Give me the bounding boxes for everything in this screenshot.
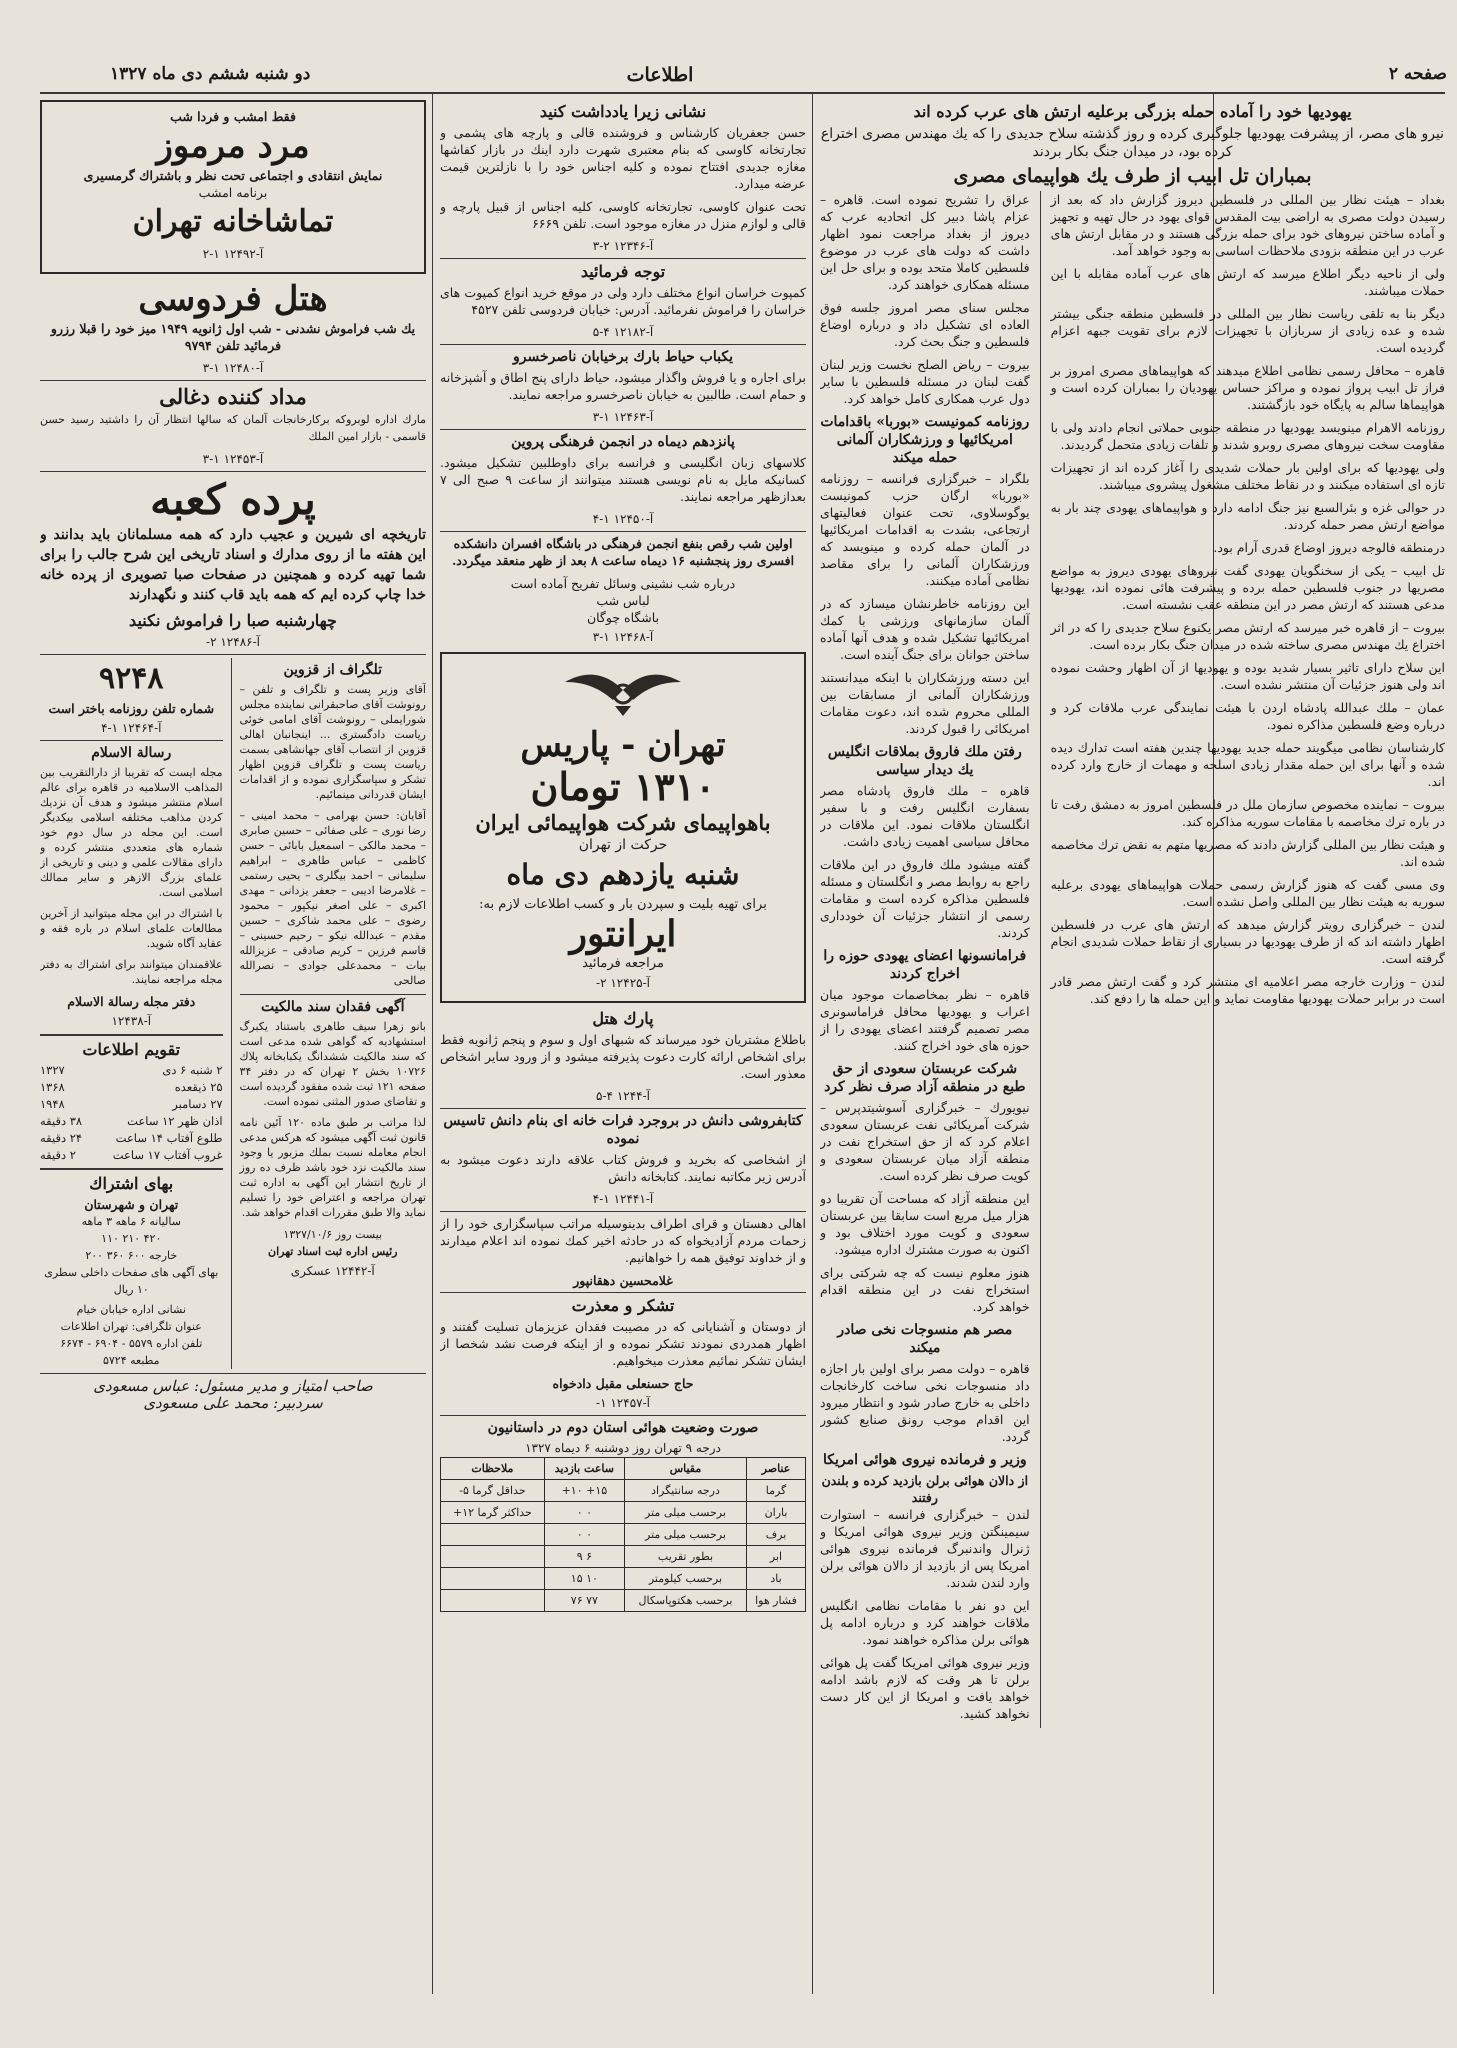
weather-cell: گرما xyxy=(747,1480,806,1502)
paragraph: لندن – خبرگزاری فرانسه – استوارت سیمینگتن وزیر نیروی هوائی امریکا و ژنرال واندنبرگ فرمانده نیروی هوائی امریکا پس از بازدید از دالان هوائی برلن وارد لندن شدند. xyxy=(820,1507,1030,1590)
paragraph: مجلس سنای مصر امروز جلسه فوق العاده ای تشکیل داد و درباره اوضاع فلسطین و جنگ بحث کرد. xyxy=(820,300,1030,349)
right-news-column xyxy=(820,100,1445,1995)
article-main xyxy=(1051,191,1445,1728)
paragraph: بغداد – هیئت نظار بین المللی در فلسطین دیروز گزارش داد که بعد از رسیدن دولت مصری به اراضی بیت المقدس قوای یهود در حال تهیه و تجهیز و آماده ساختن نیروهای خود برای حمله بزرگی هستند و در مقابل ارتش های عرب در این منطقه بزودی ملاحظات اساسی به وجود خواهد آمد. xyxy=(1050,192,1445,258)
weather-cell: ۰ ۰ xyxy=(544,1524,624,1546)
ad-title: توجه فرمائید xyxy=(580,262,666,281)
headline: روزنامه کمونیست «بوربا» باقدامات امریکائیها و ورزشکاران آلمانی حمله میکند xyxy=(820,414,1030,466)
ads-column xyxy=(440,100,806,1995)
weather-header-cell: عناصر xyxy=(747,1458,806,1480)
weather-title: صورت وضعیت هوائی استان دوم در داستانیون xyxy=(487,1420,759,1436)
airline-ad xyxy=(440,652,806,1003)
ad-text: حسن جعفریان کارشناس و فروشنده قالی و پارچه های پشمی و تجارتخانه کاوسی که بنام معتبری شهرت دارد اینك در بازار کفاشها مغازه جدیدی افتتاح نموده و کلیه اجناس خود را با نازلترین قیمت عرضه میدارد. xyxy=(440,125,806,191)
paragraph: بلگراد – خبرگزاری فرانسه – روزنامه «بوربا» ارگان حزب کمونیست یوگوسلاوی، تحت عنوان فعالیتهای ارتجاعی، بشدت به اقدامات امریکائیها در آلمان حمله کرده و مینویسد که ورزشکاران آلمانی را برای مقاصد نظامی آماده میکنند. xyxy=(820,471,1030,588)
paragraph: بیروت – از قاهره خبر میرسد که ارتش مصر یکنوع سلاح جدیدی را که در اثر اختراع یك مهندس مصری ساخته شده در میدان جنگ بکار برده است. xyxy=(1050,620,1445,652)
calendar-cell: ۲ دقیقه xyxy=(40,1148,76,1162)
paragraph: وزیر نیروی هوائی امریکا گفت پل هوائی برلن تا هر وقت که لازم باشد ادامه خواهد یافت و امریکا از این کار دست نخواهد کشید. xyxy=(820,1655,1030,1721)
weather-cell: برحسب هکتوپاسکال xyxy=(624,1590,746,1612)
calendar-cell: طلوع آفتاب ۱۴ ساعت xyxy=(115,1131,223,1145)
weather-subtitle: درجه ۹ تهران روز دوشنبه ۶ دیماه ۱۳۲۷ xyxy=(525,1441,721,1455)
subscription-row: بهای آگهی های صفحات داخلی سطری ۱۰ ریال xyxy=(44,1266,219,1296)
ad-code: آ-۱۲۴۹۲ ۱-۲ xyxy=(202,247,264,261)
paragraph: کارشناسان نظامی میگویند حمله جدید یهودیها چندین هفته است تدارك دیده شده و آنها برای این حمله مقدار زیادی اسلحه و مهمات از خارج وارد کرده اند. xyxy=(1050,740,1445,789)
ad-code: آ-۱۲۴۶۳ ۱-۳ xyxy=(592,410,654,424)
calendar-cell: ۲ شنبه ۶ دی xyxy=(162,1063,223,1077)
weather-cell xyxy=(441,1524,545,1546)
ad-text: اهالی دهستان و قرای اطراف بدینوسیله مراتب سپاسگزاری خود را از زحمات مردم آزادیخواه که در حادثه اخیر کمك نموده اند اعلام میدارند و از خداوند توفیق همه را خواهانیم. xyxy=(440,1216,806,1265)
ad-code: آ-۱۲۴۵۷ ۱- xyxy=(596,1396,650,1410)
calendar-title: تقویم اطلاعات xyxy=(82,1040,181,1059)
headline: یهودیها خود را آماده حمله بزرگی برعلیه ارتش های عرب کرده اند xyxy=(913,102,1352,121)
paragraph: در حوالی غزه و بئرالسبع نیز جنگ ادامه دارد و هواپیماهای یهودی چند بار به مواضع ارتش مصر حمله کردند. xyxy=(1050,500,1445,532)
paragraph: قاهره – محافل رسمی نظامی اطلاع میدهند که هواپیماهای مصری امروز بر فراز تل ابیب پرواز نموده و مراکز حساس یهودیان را بمباران کرده است و هواپیماها سالم به پایگاه خود بازگشتند. xyxy=(1050,363,1445,412)
headline: شرکت عربستان سعودی از حق طبع در منطقه آزاد صرف نظر کرد xyxy=(824,1061,1026,1095)
ad-text: با اشتراك در این مجله میتوانید از آخرین مطالعات علمای اسلام در باره فقه و عقاید آگاه شوید. xyxy=(40,907,223,950)
headline: فرامانسونها اعضای یهودی حوزه را اخراج کردند xyxy=(823,948,1027,982)
ad-text: لذا مراتب بر طبق ماده ۱۲۰ آئین نامه قانون ثبت آگهی میشود که هرکس مدعی انجام معامله نسبت بملك مزبور یا وجود سند مالکیت نزد خود باشد ظرف ده روز از تاریخ انتشار این آگهی به اداره ثبت تهران مراجعه و اعتراض خود را تسلیم نماید والا طبق مقررات اقدام خواهد شد. xyxy=(239,1116,426,1219)
weather-cell: درجه سانتیگراد xyxy=(624,1480,746,1502)
weather-cell xyxy=(441,1568,545,1590)
weather-cell: ۱۵+ ۱۰+ xyxy=(544,1480,624,1502)
ad-code: آ-۱۲۳۴۶ ۲-۳ xyxy=(592,239,654,253)
phones: مطبعه ۵۷۲۴ xyxy=(102,1354,160,1367)
ad-title: پارك هتل xyxy=(592,1009,654,1028)
paragraph: و هیئت نظار بین المللی گزارش دادند که مصریها متهم به نقض ترك مخاصمه شده اند. xyxy=(1050,837,1445,869)
weather-row xyxy=(441,1502,806,1524)
weather-cell: باران xyxy=(747,1502,806,1524)
ad-code: آ-۱۲۴۶۸ ۱-۳ xyxy=(592,630,654,644)
ad-code: آ-۱۲۴۴۱ ۱-۴ xyxy=(592,1192,654,1206)
paragraph: تل ابیب – یکی از سخنگویان یهودی گفت نیروهای یهودی دیروز به مواضع مصریها در جنوب فلسطین حمله برده و پیشرفت هائی نموده اند، یهودیها مدعی هستند که ارتش مصر در این منطقه عقب نشسته است. xyxy=(1050,563,1445,612)
subscription-row: خارجه ۶۰۰ ۳۶۰ ۲۰۰ xyxy=(85,1249,178,1262)
weather-cell: ابر xyxy=(747,1546,806,1568)
ad-text: مجله ایست که تقریبا از دارالتقریب بین المذاهب الاسلامیه در قاهره برای عالم اسلام منتشر میشود و هدف آن نزدیك کردن مذاهب مختلفه اسلامی بیکدیگر است. این مجله در سال دوم خود شماره های متعددی منتشر کرده و دارای مقالات علمی و دینی و تاریخی از علمای بزرگ الازهر و سایر ممالك اسلامی است. xyxy=(40,766,223,899)
calendar-list xyxy=(40,1062,223,1164)
ad-code: آ-۱۲۴۸۰ ۱-۳ xyxy=(202,361,264,375)
calendar-cell: ۱۹۴۸ xyxy=(40,1097,65,1111)
ad-text: کمپوت خراسان انواع مختلف دارد ولی در موقع خرید انواع کمپوت های خراسان را فراموش نفرمائید. آدرس: خیابان فردوسی تلفن ۴۵۲۷ xyxy=(440,285,806,317)
theatre-ad xyxy=(40,100,426,274)
paragraph: قاهره – نظر بمخاصمات موجود میان اعراب و یهودیها محافل فراماسونری مصر تصمیم گرفتند اعضای یهودی را از حوزه های خود اخراج کنند. xyxy=(820,987,1030,1053)
ad-text: مارك اداره لوبروکه برکارخانجات آلمان که سالها انتظار آن را داشتید رسید حسن قاسمی - بازار امین الملك xyxy=(40,413,426,443)
subscription-subtitle: تهران و شهرستان xyxy=(84,1197,179,1212)
ad-title: هتل فردوسی xyxy=(138,279,328,319)
ad-text: کلاسهای زبان انگلیسی و فرانسه برای داوطلبین تشکیل میشود. کسانیکه مایل به نام نویسی هستند میتوانند از ساعت ۹ صبح الی ۷ بعدازظهر مراجعه نمایند. xyxy=(440,455,806,504)
paragraph: هنوز معلوم نیست که چه شرکتی برای استخراج نفت در این منطقه اقدام خواهد کرد. xyxy=(820,1265,1030,1314)
paragraph: درمنطقه فالوجه دیروز اوضاع قدری آرام بود. xyxy=(1213,540,1445,555)
headline: وزیر و فرمانده نیروی هوائی امریکا xyxy=(822,1452,1027,1468)
paragraph: گفته میشود ملك فاروق در این ملاقات راجع به روابط مصر و انگلستان و مسئله فلسطین مذاکره کرده است و مقامات رسمی از انتشار جزئیات آن خودداری کردند. xyxy=(820,857,1030,940)
calendar-cell: اذان ظهر ۱۲ ساعت xyxy=(127,1114,223,1128)
telegraph: عنوان تلگرافی: تهران اطلاعات xyxy=(60,1320,202,1333)
ad-text: لباس شب xyxy=(596,593,650,608)
airline-refer: مراجعه فرمائید xyxy=(582,956,664,971)
ad-text: بیست روز ۱۳۲۷/۱۰/۶ xyxy=(283,1228,383,1241)
editor-signature: سردبیر: محمد علی مسعودی xyxy=(143,1394,323,1412)
subscription-row: ۴۲۰ ۲۱۰ ۱۱۰ xyxy=(101,1232,162,1245)
ad-code: آ-۱۲۴۵۳ ۱-۳ xyxy=(202,452,264,466)
calendar-cell: ۲۴ دقیقه xyxy=(40,1131,83,1145)
ad-title: رسالة الاسلام xyxy=(91,745,172,761)
airline-depart: حرکت از تهران xyxy=(578,837,668,853)
ad-text: چهارشنبه صبا را فراموش نکنید xyxy=(129,611,337,630)
ad-title: تشکر و معذرت xyxy=(571,1296,675,1315)
paragraph: ولی یهودیها که برای اولین بار حملات شدیدی را آغاز کرده اند از تجهیزات تازه ای استفاده میکنند و در نقاط مختلف مشغول پیشروی میباشند. xyxy=(1050,460,1445,492)
column-divider xyxy=(812,94,813,1994)
ad-text: آقایان: حسن بهرامی – محمد امینی – رضا نوری – علی صفائی – حسین صابری – محمد مالکی – اسمعیل بابائی – حسن کاظمی – عباس طاهری – ابراهیم سلیمانی – احمد بیگلری – یحیی رستمی – غلامرضا ادیبی – جعفر یزدانی – مهدی اکبری – علی اصغر نیکپور – محمود رضوی – علی محمد شاکری – حسین مقدم – عبدالله نیکو – رحیم حسینی – قاسم فرزین – کریم صادقی – عزیزالله بیات – محمدعلی جوادی – نصرالله صالحی xyxy=(239,809,426,987)
date-line: دو شنبه ششم دی ماه ۱۳۲۷ xyxy=(110,64,311,84)
left-subcolumn xyxy=(240,658,426,1369)
calendar-cell: ۳۸ دقیقه xyxy=(40,1114,83,1128)
subheadline: نیرو های مصر، از پیشرفت یهودیها جلوگیری کرده و روز گذشته سلاح جدیدی را که یك مهندس مصری اختراع کرده بود، در میدان جنگ بکار بردند xyxy=(820,126,1445,160)
paragraph: روزنامه الاهرام مینویسد یهودیها در منطقه جنوبی حملاتی انجام دادند ولی با مقاومت سخت نیروهای مصری روبرو شدند و تلفات زیادی متحمل گردیدند. xyxy=(1050,420,1445,452)
ad-text: از دوستان و آشنایانی که در مصیبت فقدان عزیزمان تسلیت گفتند و اظهار همدردی نمودند تشکر نموده و از اینکه فرصت نشد شخصا از ایشان تشکر نمائیم معذرت میخواهیم. xyxy=(440,1319,806,1368)
ad-title: کتابفروشی دانش در بروجرد فرات خانه ای بنام دانش تاسیس نموده xyxy=(443,1113,803,1147)
paragraph: این دسته ورزشکاران با اینکه میدانستند ورزشکاران آلمانی از مسابقات بین المللی محروم شده اند، دعوت مقامات امریکائی را قبول کردند. xyxy=(820,670,1030,736)
ad-text: فقط امشب و فردا شب xyxy=(170,109,296,124)
calendar-row xyxy=(40,1062,223,1079)
paper-name: اطلاعات xyxy=(626,64,694,86)
calendar-row xyxy=(40,1130,223,1147)
ad-title: یکباب حیاط بارك برخیابان ناصرخسرو xyxy=(513,349,733,365)
address: نشانی اداره خیابان خیام xyxy=(76,1303,186,1316)
ad-text: درباره شب نشینی وسائل تفریح آماده است xyxy=(510,576,736,591)
ad-text: تاریخچه ای شیرین و عجیب دارد که همه مسلمانان باید بدانند و این هفته ما از روی مدارك و اسناد تاریخی این شرح جالب را برای شما تهیه کرده و همچنین در صفحات صبا تصویری از پرده خانه خدا چاپ کرده ایم که همه باید قاب کنند و نگهدارند xyxy=(40,527,426,603)
ad-text: از اشخاصی که بخرید و فروش کتاب علاقه دارند دعوت میشود به آدرس زیر مکاتبه نمایند. کتابخانه دانش xyxy=(440,1152,806,1184)
weather-header-cell: مقیاس xyxy=(624,1458,746,1480)
weather-row xyxy=(441,1524,806,1546)
ad-text: اولین شب رقص بنفع انجمن فرهنگی در باشگاه افسران دانشکده افسری روز پنجشنبه ۱۶ دیماه ساعت ۸ بعد از ظهر منعقد میگردد. xyxy=(451,536,795,568)
paragraph: این منطقه آزاد که مساحت آن تقریبا دو هزار میل مربع است سابقا بین عربستان سعودی و کویت مورد اختلاف بود و اکنون به صورت مشترك اداره میشود. xyxy=(820,1191,1030,1257)
paragraph: این سلاح دارای تاثیر بسیار شدید بوده و یهودیها از آن اظهار وحشت نموده اند ولی هنوز جزئیات آن منتشر نشده است. xyxy=(1050,660,1445,692)
headline: بمباران تل ابیب از طرف یك هواپیمای مصری xyxy=(953,165,1312,187)
ad-text: برای اجاره و یا فروش واگذار میشود، حیاط دارای پنج اطاق و آشپزخانه و حمام است. طالبین به خیابان ناصرخسرو مراجعه نمایند. xyxy=(440,370,806,402)
weather-cell: ۷۷ ۷۶ xyxy=(544,1590,624,1612)
calendar-cell: ۲۵ ذیقعده xyxy=(174,1080,223,1094)
headline: مصر هم منسوجات نخی صادر میکند xyxy=(837,1322,1013,1356)
ad-title: تماشاخانه تهران xyxy=(132,204,334,239)
ad-signature: غلامحسین دهقانپور xyxy=(573,1273,673,1288)
phone-number: ۹۲۴۸ xyxy=(99,661,164,696)
article-secondary xyxy=(820,191,1030,1728)
weather-cell: ۰ ۰ xyxy=(544,1502,624,1524)
ad-signature: رئیس اداره ثبت اسناد تهران xyxy=(268,1245,398,1258)
left-subcolumn xyxy=(40,658,223,1369)
paragraph: عمان – ملك عبدالله پادشاه اردن با هیئت نمایندگی عرب ملاقات کرد و درباره وضع فلسطین مذاکره نمود. xyxy=(1050,700,1445,732)
left-column xyxy=(40,100,426,1995)
ad-title: نشانی زیرا یادداشت کنید xyxy=(539,102,707,121)
ad-title: پرده کعبه xyxy=(150,475,316,524)
headline: رفتن ملك فاروق بملاقات انگلیس یك دیدار سیاسی xyxy=(827,744,1022,778)
airline-agent: ایرانتور xyxy=(569,913,677,955)
column-divider xyxy=(231,658,232,1369)
ad-text: تحت عنوان کاوسی، تجارتخانه کاوسی، کلیه اجناس از قبیل پارچه و قالی و لوازم منزل در مغازه موجود است. تلفن ۶۶۶۹ xyxy=(440,199,806,231)
rule xyxy=(40,1373,426,1374)
airline-price: ۱۳۱۰ تومان xyxy=(530,764,716,809)
ad-code: آ-۱۲۴۴ ۴-۵ xyxy=(596,1089,650,1103)
weather-cell: ۶ ۹ xyxy=(544,1546,624,1568)
ad-text: دفتر مجله رسالة الاسلام xyxy=(67,994,196,1009)
paragraph: بیروت – ریاض الصلح نخست وزیر لبنان گفت لبنان در مسئله فلسطین با سایر دول عرب همکاری کامل خواهد کرد. xyxy=(820,357,1030,406)
wings-logo-icon xyxy=(563,660,683,720)
ad-text: بانو زهرا سیف طاهری باستناد یکبرگ استشهادیه که گواهی شده مدعی است که سند مالکیت ششدانگ یکبابخانه پلاك ۱۰۷۲۶ بخش ۲ تهران که در دفتر ۳۴ صفحه ۱۲۱ ثبت شده مفقود گردیده است و تقاضای صدور المثنی نموده است. xyxy=(239,1020,426,1108)
calendar-cell: ۲۷ دسامبر xyxy=(172,1097,223,1111)
masthead-rule xyxy=(40,92,1445,94)
paragraph: قاهره – ملك فاروق پادشاه مصر بسفارت انگلیس رفت و با سفیر انگلستان ملاقات نمود. این ملاقات در محافل سیاسی اهمیت زیادی داشت. xyxy=(820,783,1030,849)
weather-header-cell: ملاحظات xyxy=(441,1458,545,1480)
publisher-signature: صاحب امتیاز و مدیر مسئول: عباس مسعودی xyxy=(93,1377,373,1395)
weather-cell: برف xyxy=(747,1524,806,1546)
paragraph: این روزنامه خاطرنشان میسازد که در آلمان سازمانهای ورزشی با کمك امریکائیها تشکیل شده و هدف آنها آماده ساختن جوانان برای جنگ آینده است. xyxy=(820,596,1030,662)
ad-code: آ-۱۲۱۸۲ ۴-۵ xyxy=(592,325,654,339)
column-divider xyxy=(1040,191,1041,1728)
calendar-row xyxy=(40,1079,223,1096)
weather-row xyxy=(441,1546,806,1568)
subscription-header: سالیانه ۶ ماهه ۳ ماهه xyxy=(81,1215,181,1228)
ad-text: باشگاه چوگان xyxy=(586,610,660,625)
column-divider xyxy=(432,94,433,1994)
weather-cell: برحسب کیلومتر xyxy=(624,1568,746,1590)
paragraph: عراق را تشریح نموده است. قاهره – عزام پاشا دبیر کل اتحادیه عرب که دیروز از بغداد مراجعت نمود اظهار داشت که دولت های عرب در موضوع فلسطین کاملا متحد بوده و برای حل این مسئله همکاری خواهند کرد. xyxy=(820,192,1030,292)
ad-title: تلگراف از قزوین xyxy=(283,662,383,678)
paragraph: دیگر بنا به تلقی ریاست نظار بین المللی در فلسطین منطقه جنگی بیشتر شده و عده زیادی از سربازان با تجهیزات لازم برای تقویت جبهه اعزام گردیده است. xyxy=(1050,306,1445,355)
weather-row xyxy=(441,1590,806,1612)
ad-title: مرد مرموز xyxy=(156,126,310,166)
paragraph: نیویورك – خبرگزاری آسوشیتدپرس – شرکت آمریکائی نفت عربستان سعودی اعلام کرد که از حق استخراج نفت در منطقه آزاد میان عربستان سعودی و کویت صرف نظر کرده است. xyxy=(820,1100,1030,1183)
ad-signature: حاج حسنعلی مقبل دادخواه xyxy=(552,1376,694,1391)
weather-cell: فشار هوا xyxy=(747,1590,806,1612)
airline-company: باهواپیمای شرکت هواپیمائی ایران xyxy=(475,810,771,835)
weather-table xyxy=(440,1457,806,1612)
weather-cell: بطور تقریب xyxy=(624,1546,746,1568)
ad-code: آ-۱۲۴۴۲ عسکری xyxy=(290,1264,375,1278)
ad-code: آ-۱۲۴۶۴ ۱-۴ xyxy=(101,721,162,735)
ad-text: نمایش انتقادی و اجتماعی تحت نظر و باشتراك گرمسیری xyxy=(83,168,383,183)
calendar-cell: غروب آفتاب ۱۷ ساعت xyxy=(112,1148,223,1162)
calendar-cell: ۱۳۲۷ xyxy=(40,1063,65,1077)
calendar-cell: ۱۳۶۸ xyxy=(40,1080,65,1094)
ad-text: باطلاع مشتریان خود میرساند که شبهای اول و سوم و پنجم ژانویه فقط برای اشخاص ارائه کارت دعوت پذیرفته میشود و از ورود سایر اشخاص معذور است. xyxy=(440,1032,806,1081)
ad-code: آ-۱۲۴۵۰ ۱-۴ xyxy=(592,512,654,526)
weather-cell xyxy=(441,1590,545,1612)
paragraph: قاهره – دولت مصر برای اولین بار اجازه داد منسوجات نخی ساخت کارخانجات داخلی به خارج صادر شود و انتظار میرود این اقدام موجب رونق صنایع کشور گردد. xyxy=(820,1361,1030,1444)
subscription-title: بهای اشتراك xyxy=(89,1174,174,1193)
subheadline: از دالان هوائی برلن بازدید کرده و بلندن رفتند xyxy=(821,1473,1029,1505)
weather-cell: باد xyxy=(747,1568,806,1590)
paragraph: لندن – خبرگزاری رویتر گزارش میدهد که ارتش های عرب در فلسطین اظهار داشته اند که از طرف یهودیها در بسیاری از نقاط حملات شدیدی انجام گرفته است. xyxy=(1050,917,1445,966)
paragraph: وی مسی گفت که هنوز گزارش رسمی حملات هواپیماهای یهودی برعلیه سوریه به هیئت نظار بین المللی واصل نشده است. xyxy=(1050,877,1445,909)
ad-code: آ-۱۲۴۲۵ ۲- xyxy=(596,976,650,990)
paragraph: لندن – وزارت خارجه مصر اعلامیه ای منتشر کرد و گفت ارتش مصر قادر است در برابر حملات یهودیها مقاومت نماید و این حمله ها را دفع کند. xyxy=(1050,974,1445,1006)
weather-cell: برحسب میلی متر xyxy=(624,1524,746,1546)
airline-info: برای تهیه بلیت و سپردن بار و کسب اطلاعات لازم به: xyxy=(479,897,767,912)
calendar-row xyxy=(40,1147,223,1164)
weather-cell xyxy=(441,1546,545,1568)
ad-text: آقای وزیر پست و تلگراف و تلفن – رونوشت آقای صاحبقرانی نماینده مجلس شورایملی – رونوشت آقای امامی خوئی ریاست دادگستری ... اینجانبان اهالی قزوین از انتصاب آقای جهانشاهی بسمت ریاست پست و تلگراف قزوین اظهار تشکر و سپاسگزاری نموده و از اقدامات ایشان قدردانی مینمائیم. xyxy=(239,683,426,801)
weather-cell: حداکثر گرما ۱۲+ xyxy=(441,1502,545,1524)
weather-cell: حداقل گرما ۵- xyxy=(441,1480,545,1502)
weather-row xyxy=(441,1568,806,1590)
paragraph: این دو نفر با مقامات نظامی انگلیس ملاقات خواهند کرد و درباره ادامه پل هوائی برلن مذاکره خواهند نمود. xyxy=(820,1598,1030,1647)
ad-title: آگهی فقدان سند مالکیت xyxy=(260,999,405,1015)
weather-cell: برحسب میلی متر xyxy=(624,1502,746,1524)
ad-code: آ-۱۲۴۸۶ ۲- xyxy=(206,635,260,649)
weather-row xyxy=(441,1480,806,1502)
ad-text: شماره تلفن روزنامه باختر است xyxy=(48,701,215,716)
weather-cell: ۱۰ ۱۵ xyxy=(544,1568,624,1590)
ad-text: برنامه امشب xyxy=(198,185,268,200)
ad-code: آ-۱۲۴۳۸ xyxy=(111,1014,152,1028)
paragraph: بیروت – نماینده مخصوص سازمان ملل در فلسطین امروز به دمشق رفت تا در باره ترك مخاصمه با مقامات سوریه مذاکره کند. xyxy=(1050,797,1445,829)
ad-text: علاقمندان میتوانند برای اشتراك به دفتر مجله مراجعه نمایند. xyxy=(40,958,223,986)
calendar-row xyxy=(40,1096,223,1113)
ad-text: یك شب فراموش نشدنی - شب اول ژانویه ۱۹۴۹ میز خود را قبلا رزرو فرمائید تلفن ۹۷۹۴ xyxy=(50,321,416,353)
phones: تلفن اداره ۵۵۷۹ - ۶۹۰۴ - ۶۶۷۴ xyxy=(60,1337,203,1350)
airline-date: شنبه یازدهم دی ماه xyxy=(506,858,740,891)
airline-route: تهران - پاریس xyxy=(520,725,726,765)
ad-title: پانزدهم دیماه در انجمن فرهنگی پروین xyxy=(511,434,735,450)
paragraph: ولی از ناحیه دیگر اطلاع میرسد که ارتش های عرب آماده مقابله با این حملات میباشند. xyxy=(1050,266,1445,298)
calendar-row xyxy=(40,1113,223,1130)
weather-header-cell: ساعت بازدید xyxy=(544,1458,624,1480)
page-number: صفحه ۲ xyxy=(1388,64,1447,84)
ad-title: مداد کننده دغالی xyxy=(159,384,307,409)
